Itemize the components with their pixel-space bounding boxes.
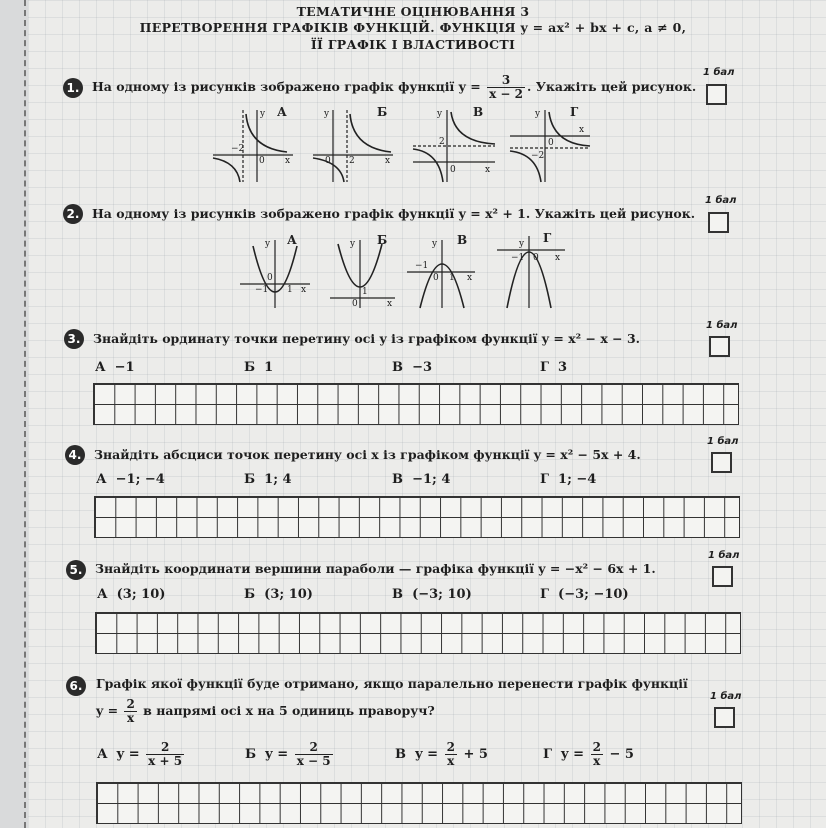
task-5-option-g[interactable] xyxy=(540,587,629,602)
graph-v-x: x xyxy=(485,165,491,175)
graph-v-tick: 2 xyxy=(439,137,445,147)
graph-2b-x: x xyxy=(387,299,393,309)
graph-2v-tick-neg: −1 xyxy=(415,261,429,271)
header-line-3: ЇЇ ГРАФІК І ВЛАСТИВОСТІ xyxy=(310,37,516,52)
task-5-points: 1 бал xyxy=(708,550,740,561)
task-3-option-g[interactable] xyxy=(540,360,567,375)
option-num: 2 xyxy=(592,740,601,754)
cut-line xyxy=(24,0,26,828)
task-5-option-b[interactable] xyxy=(244,587,313,602)
task-1-points: 1 бал xyxy=(703,67,735,78)
graph-b-x: x xyxy=(385,156,391,166)
task-1-text-post: . Укажіть цей рисунок. xyxy=(527,79,697,94)
graph-b-curve xyxy=(313,114,391,182)
task-6-post: в напрямі осі x на 5 одиниць праворуч? xyxy=(143,703,435,718)
task-5-answer-grid[interactable] xyxy=(95,612,741,654)
task-number-5: 5. xyxy=(66,560,86,580)
option-den: x xyxy=(445,754,457,768)
option-num: 2 xyxy=(160,740,170,754)
graph-b-label: Б xyxy=(377,105,388,119)
task-number-6: 6. xyxy=(66,676,86,696)
graph-2v-y: y xyxy=(432,239,438,249)
option-letter: А xyxy=(96,472,107,487)
graph-2v-label: В xyxy=(457,233,468,247)
graph-2a-label: А xyxy=(287,233,297,247)
option-fraction xyxy=(591,741,603,768)
graph-2g-x: x xyxy=(555,253,561,263)
task-number-4: 4. xyxy=(65,445,85,465)
task-6-option-v[interactable] xyxy=(395,738,488,772)
option-den: x − 5 xyxy=(296,754,331,768)
option-post: − 5 xyxy=(609,747,634,762)
graph-g-label: Г xyxy=(570,105,579,119)
graph-2v-tick-pos: 1 xyxy=(449,273,455,283)
option-letter: А xyxy=(95,360,106,375)
graph-2a-tick-neg: −1 xyxy=(255,285,269,295)
graph-g-x: x xyxy=(579,125,585,135)
option-letter: Б xyxy=(244,360,256,375)
graph-b-y: y xyxy=(324,109,330,119)
task-4-option-b[interactable] xyxy=(244,472,292,487)
task-4-option-g[interactable] xyxy=(540,472,596,487)
option-post: + 5 xyxy=(463,747,488,762)
graph-2g-tick: −1 xyxy=(511,253,525,263)
task-6-answer-box[interactable] xyxy=(714,707,735,728)
task-3-points: 1 бал xyxy=(706,320,738,331)
task-6-text-line1: Графік якої функції буде отримано, якщо паралельно перенести графік функції xyxy=(96,676,688,691)
task-2-graphs xyxy=(235,230,575,312)
option-pre: y = xyxy=(265,747,289,762)
graph-2b-y: y xyxy=(350,239,356,249)
graph-v-label: В xyxy=(473,105,484,119)
option-letter: Г xyxy=(540,587,549,602)
graph-2v-zero: 0 xyxy=(433,273,439,283)
option-num: 2 xyxy=(446,740,455,754)
option-letter: Б xyxy=(244,472,256,487)
task-3-option-v[interactable] xyxy=(392,360,432,375)
option-pre: y = xyxy=(561,747,585,762)
graph-v-y: y xyxy=(437,109,443,119)
graph-2a-zero: 0 xyxy=(267,273,273,283)
task-5-answer-box[interactable] xyxy=(712,566,733,587)
option-letter: В xyxy=(392,587,403,602)
option-fraction xyxy=(295,741,333,768)
option-value: 1; −4 xyxy=(558,472,597,487)
graph-g-zero: 0 xyxy=(548,138,554,148)
option-value: 3 xyxy=(558,360,568,375)
graph-a-x: x xyxy=(285,156,291,166)
option-value: 1 xyxy=(264,360,274,375)
option-value: −1; 4 xyxy=(412,472,451,487)
task-1-fraction xyxy=(487,74,525,101)
graph-b-zero: 0 xyxy=(325,156,331,166)
graph-g-tick: −2 xyxy=(531,151,545,161)
graph-2b-zero: 0 xyxy=(352,299,358,309)
option-den: x xyxy=(591,754,603,768)
task-3-answer-box[interactable] xyxy=(709,336,730,357)
graph-2a-tick-pos: 1 xyxy=(287,285,293,295)
task-4-points: 1 бал xyxy=(707,436,739,447)
task-number-2: 2. xyxy=(63,204,83,224)
graph-v-zero: 0 xyxy=(450,165,456,175)
option-fraction xyxy=(445,741,457,768)
option-value: (3; 10) xyxy=(116,587,166,602)
option-value: 1; 4 xyxy=(264,472,292,487)
graph-b-tick: 2 xyxy=(349,156,355,166)
option-letter: Б xyxy=(245,747,257,762)
graph-2a-y: y xyxy=(265,239,271,249)
task-2-text: На одному із рисунків зображено графік функції y = x² + 1. Укажіть цей рисунок. xyxy=(92,206,696,221)
option-value: (−3; −10) xyxy=(558,587,629,602)
task-1-graphs xyxy=(205,100,615,190)
task-1-frac-den: x − 2 xyxy=(489,87,524,101)
header-line-1: ТЕМАТИЧНЕ ОЦІНЮВАННЯ 3 xyxy=(296,4,530,19)
task-6-points: 1 бал xyxy=(710,691,742,702)
graph-2g-label: Г xyxy=(543,231,552,245)
task-2-points: 1 бал xyxy=(705,195,737,206)
task-1-text xyxy=(92,72,696,102)
option-letter: А xyxy=(97,747,108,762)
task-6-text-line2 xyxy=(96,696,435,726)
task-6-option-b[interactable] xyxy=(245,738,335,772)
task-4-option-v[interactable] xyxy=(392,472,450,487)
option-letter: Г xyxy=(540,472,549,487)
option-letter: В xyxy=(392,360,403,375)
task-6-frac-num: 2 xyxy=(126,697,135,711)
option-letter: Г xyxy=(540,360,549,375)
task-6-pre: y = xyxy=(96,703,119,718)
option-value: −3 xyxy=(412,360,433,375)
task-6-option-a[interactable] xyxy=(97,738,186,772)
task-3-answer-grid[interactable] xyxy=(93,383,739,425)
header-line-2: ПЕРЕТВОРЕННЯ ГРАФІКІВ ФУНКЦІЙ. ФУНКЦІЯ y = ax² + bx + c, a ≠ 0, xyxy=(139,20,687,35)
graph-g-y: y xyxy=(535,109,541,119)
task-5-option-v[interactable] xyxy=(392,587,472,602)
task-3-text: Знайдіть ординату точки перетину осі y із графіком функції y = x² − x − 3. xyxy=(93,331,641,346)
option-letter: В xyxy=(395,747,406,762)
graph-a-tick: −2 xyxy=(231,144,245,154)
option-num: 2 xyxy=(309,740,318,754)
option-value: (3; 10) xyxy=(264,587,313,602)
task-1-text-pre: На одному із рисунків зображено графік функції y = xyxy=(92,79,481,94)
task-4-text: Знайдіть абсциси точок перетину осі x із графіком функції y = x² − 5x + 4. xyxy=(94,447,641,462)
task-number-1: 1. xyxy=(63,78,83,98)
option-letter: Б xyxy=(244,587,256,602)
task-4-answer-grid[interactable] xyxy=(94,496,740,538)
task-6-answer-grid[interactable] xyxy=(96,782,742,824)
task-3-option-b[interactable] xyxy=(244,360,273,375)
task-6-frac-den: x xyxy=(124,711,136,725)
option-pre: y = xyxy=(415,747,439,762)
task-4-option-a[interactable] xyxy=(96,472,165,487)
option-value: −1; −4 xyxy=(115,472,165,487)
graph-2a-x: x xyxy=(301,285,307,295)
option-den: x + 5 xyxy=(148,754,183,768)
graph-2g-zero: 0 xyxy=(533,253,539,263)
task-6-option-g[interactable] xyxy=(543,738,634,772)
task-4-answer-box[interactable] xyxy=(711,452,732,473)
option-fraction xyxy=(146,741,184,768)
option-letter: В xyxy=(392,472,403,487)
task-3-option-a[interactable] xyxy=(95,360,135,375)
option-value: (−3; 10) xyxy=(412,587,472,602)
graph-a-zero: 0 xyxy=(259,156,265,166)
task-5-text: Знайдіть координати вершини параболи — графіка функції y = −x² − 6x + 1. xyxy=(95,561,656,576)
graph-a-curve xyxy=(213,114,287,182)
graph-a-y: y xyxy=(260,109,266,119)
option-value: −1 xyxy=(114,360,135,375)
graph-2b-tick: 1 xyxy=(362,287,368,297)
task-1-answer-box[interactable] xyxy=(706,84,727,105)
task-5-option-a[interactable] xyxy=(97,587,165,602)
task-2-answer-box[interactable] xyxy=(708,212,729,233)
graph-2g-y: y xyxy=(519,239,525,249)
task-number-3: 3. xyxy=(64,329,84,349)
graph-2b-label: Б xyxy=(377,233,388,247)
option-pre: y = xyxy=(116,747,140,762)
task-1-frac-num: 3 xyxy=(501,73,511,87)
option-letter: А xyxy=(97,587,108,602)
option-letter: Г xyxy=(543,747,552,762)
graph-a-label: А xyxy=(277,105,287,119)
graph-2v-x: x xyxy=(467,273,473,283)
task-6-fraction xyxy=(124,698,136,725)
